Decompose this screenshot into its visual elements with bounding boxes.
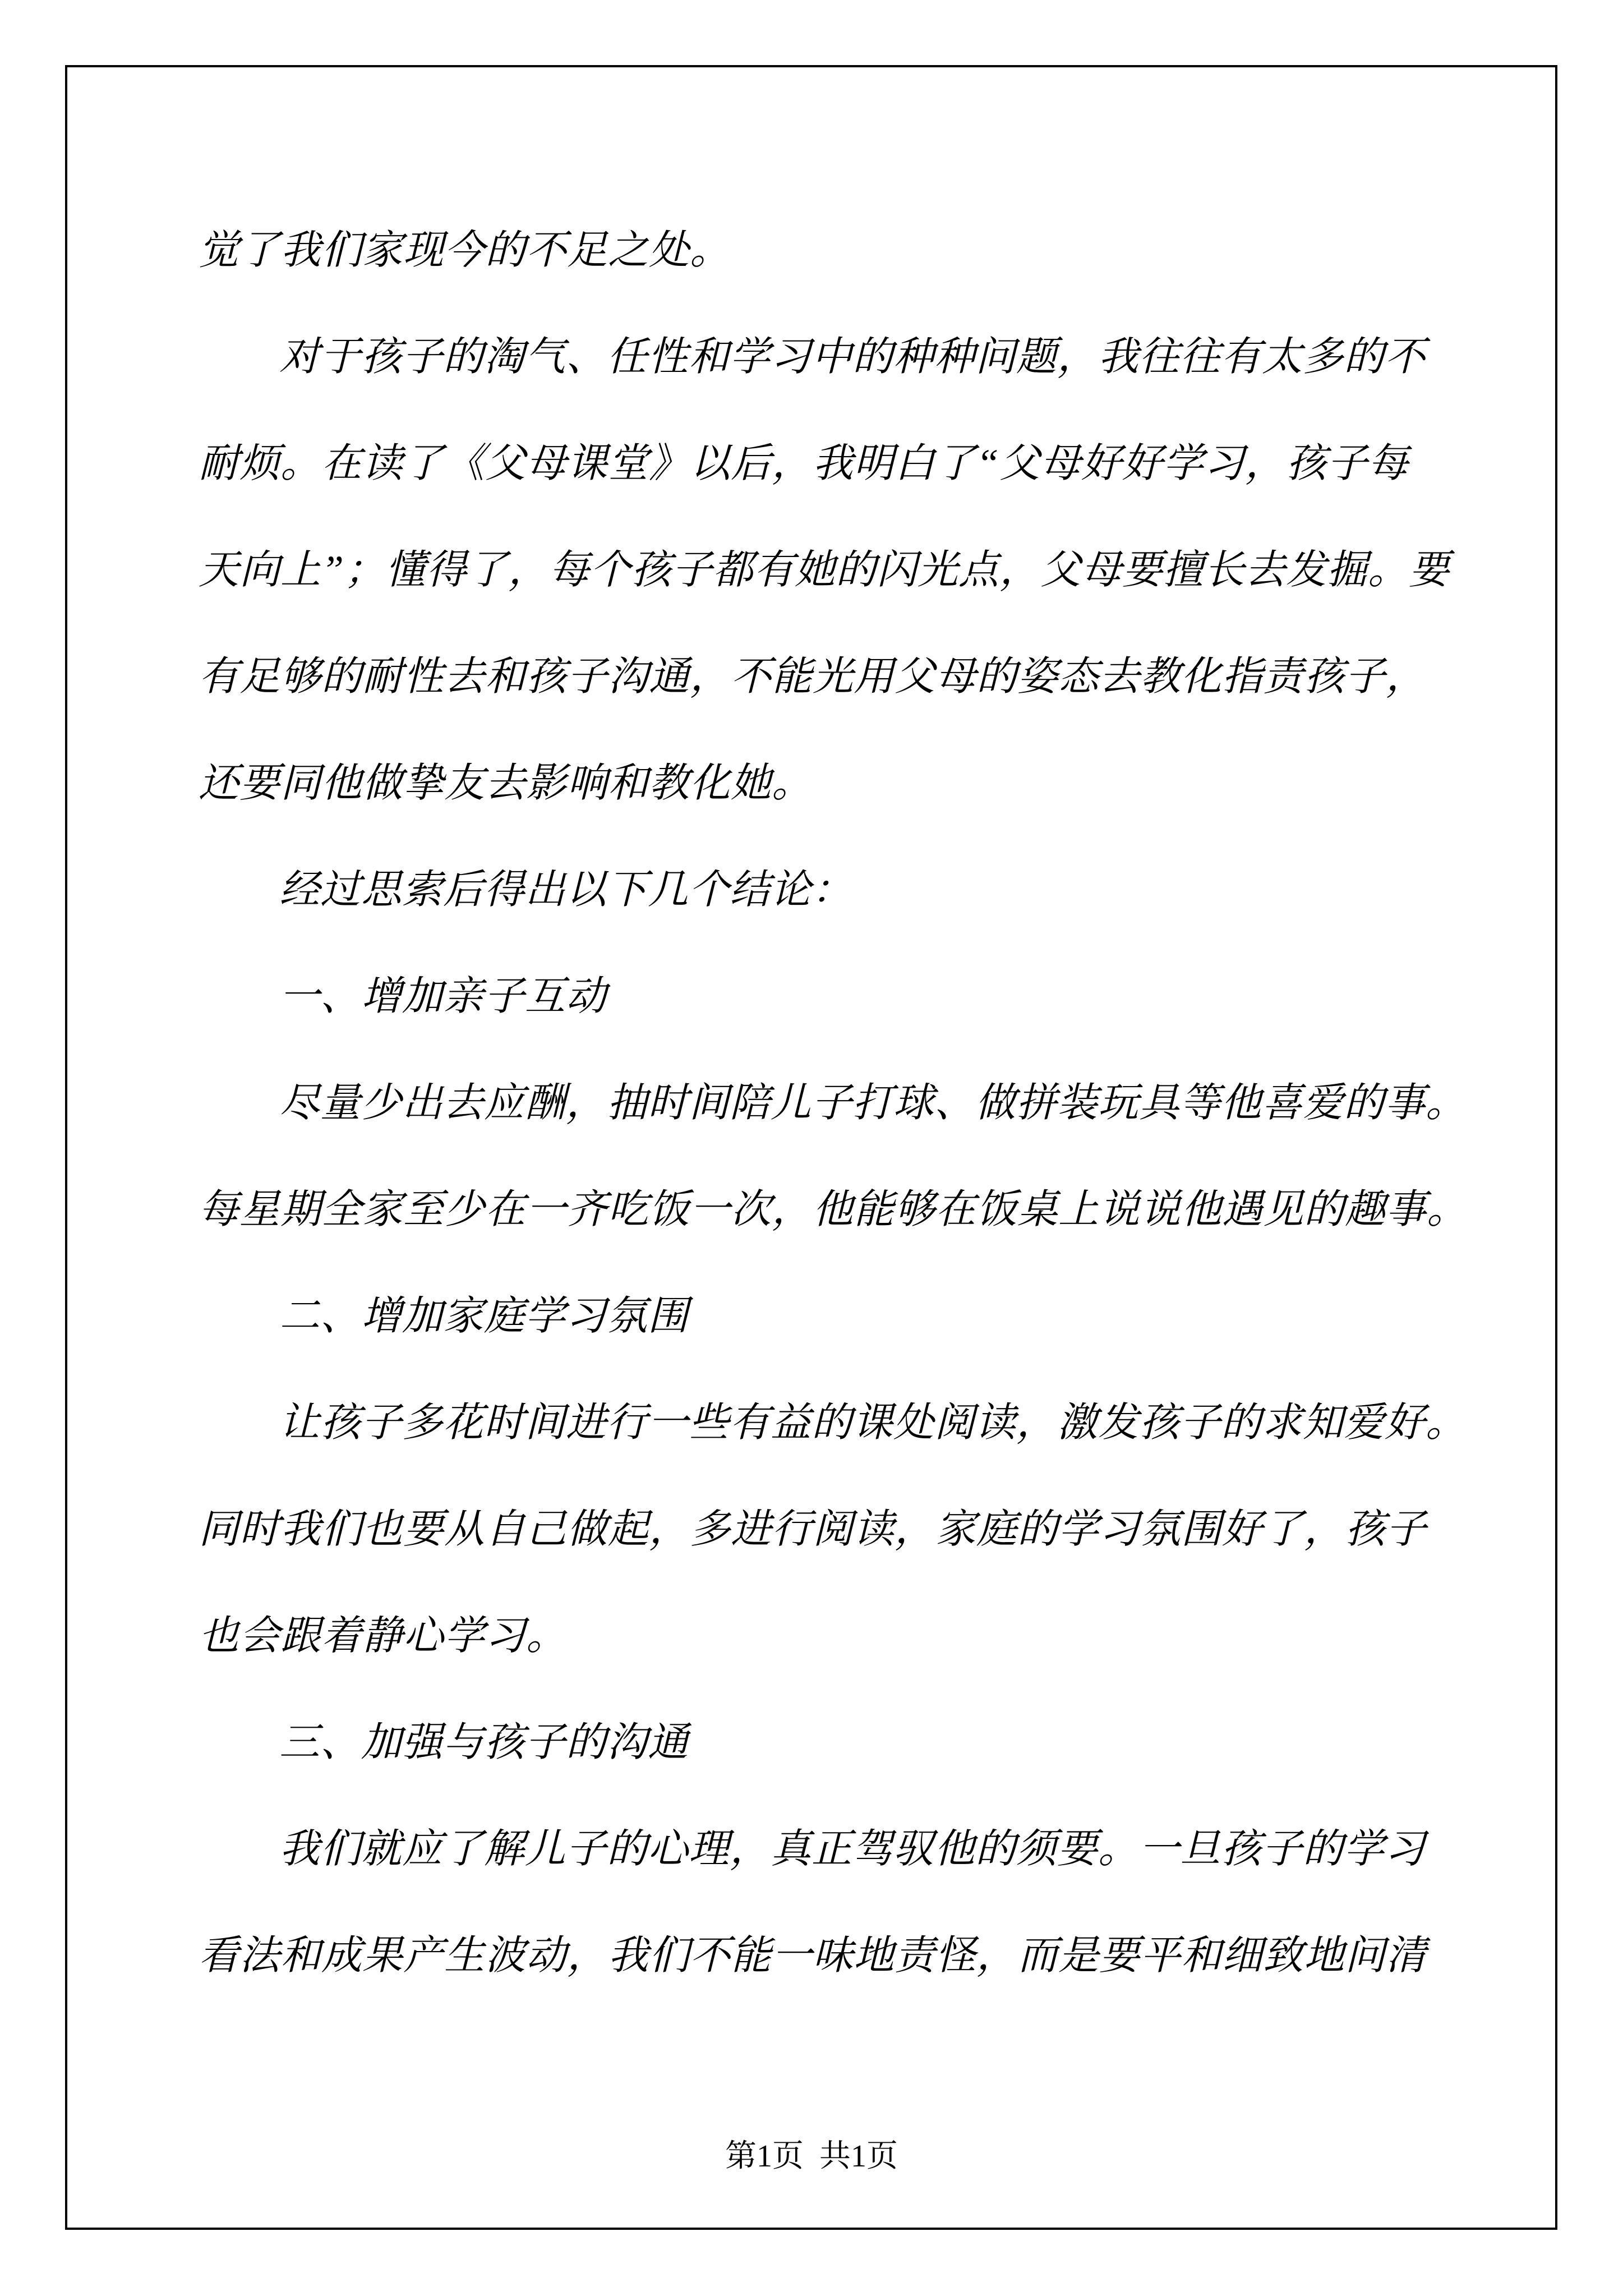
text-line: 经过思索后得出以下几个结论： [279, 867, 853, 912]
text-line: 二、增加家庭学习氛围 [279, 1294, 689, 1338]
text-line: 还要同他做挚友去影响和教化她。 [199, 761, 813, 806]
text-line: 对于孩子的淘气、任性和学习中的种种问题，我往往有太多的不 [279, 334, 1426, 379]
text-line: 天向上”；懂得了，每个孩子都有她的闪光点，父母要擅长去发掘。要 [199, 547, 1450, 592]
text-line: 同时我们也要从自己做起，多进行阅读，家庭的学习氛围好了，孩子 [199, 1507, 1427, 1552]
text-line: 也会跟着静心学习。 [199, 1613, 568, 1658]
text-line: 觉了我们家现今的不足之处。 [199, 228, 731, 273]
text-line: 三、加强与孩子的沟通 [279, 1720, 689, 1765]
body-text [199, 197, 1505, 2009]
text-line: 耐烦。在读了《父母课堂》以后，我明白了“父母好好学习，孩子每 [199, 441, 1409, 486]
text-line: 我们就应了解儿子的心理，真正驾驭他的须要。一旦孩子的学习 [279, 1826, 1426, 1871]
page-footer: 第1页 共1页 [725, 2139, 898, 2174]
text-line: 让孩子多花时间进行一些有益的课处阅读，激发孩子的求知爱好。 [279, 1400, 1467, 1445]
text-line: 看法和成果产生波动，我们不能一味地责怪，而是要平和细致地问清 [199, 1933, 1427, 1978]
text-line: 有足够的耐性去和孩子沟通，不能光用父母的姿态去教化指责孩子， [199, 654, 1427, 699]
text-line: 每星期全家至少在一齐吃饭一次，他能够在饭桌上说说他遇见的趣事。 [199, 1187, 1468, 1232]
text-line: 尽量少出去应酬，抽时间陪儿子打球、做拼装玩具等他喜爱的事。 [279, 1080, 1467, 1125]
text-line: 一、增加亲子互动 [279, 974, 607, 1019]
